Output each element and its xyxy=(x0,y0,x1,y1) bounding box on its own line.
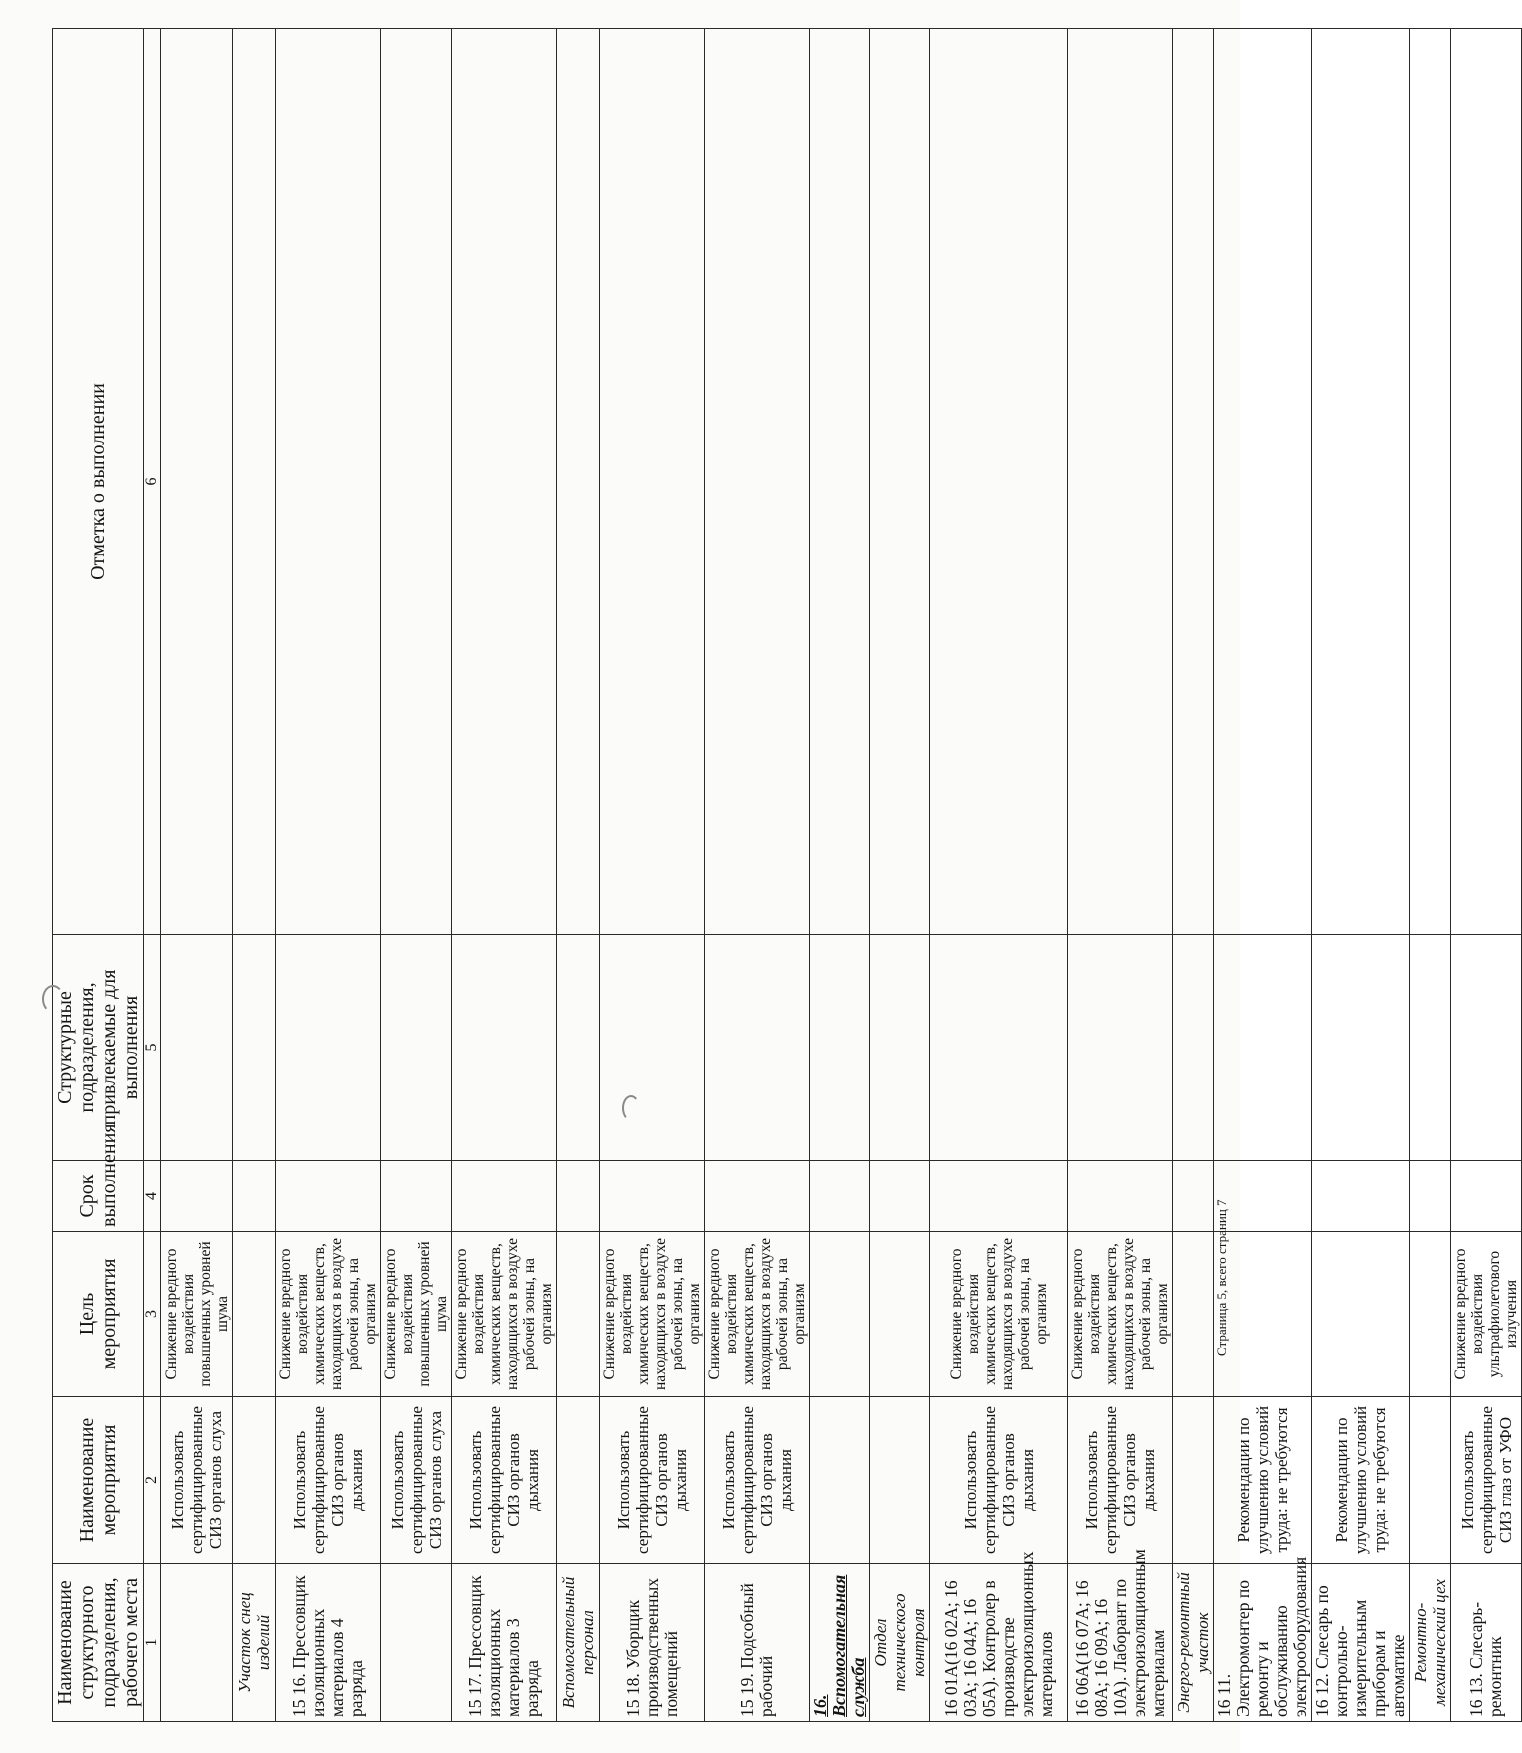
column-number: 4 xyxy=(144,1161,161,1232)
goal-cell: Снижение вредного воздействия химических веществ, находящихся в воздухе рабочей зоны, на организм xyxy=(600,1232,705,1397)
table-row xyxy=(452,29,557,1722)
table-row xyxy=(930,29,1068,1722)
header-col-1: Наименование структурного подразделения, рабочего места xyxy=(53,1564,144,1722)
hole-punch-mark-top xyxy=(42,985,64,1013)
goal-cell xyxy=(1312,1232,1410,1397)
empty-cell xyxy=(1173,29,1214,935)
header-col-3: Цель мероприятия xyxy=(53,1232,144,1397)
empty-cell xyxy=(870,1397,930,1564)
table-row xyxy=(557,29,600,1722)
page-footer: Страница 5, всего страниц 7 xyxy=(1214,1199,1229,1356)
empty-cell xyxy=(233,1161,276,1232)
measure-cell: Использовать сертифицированные СИЗ глаз от УФО xyxy=(1451,1397,1522,1564)
workplace-cell: 16 12. Слесарь по контрольно-измерительным приборам и автоматике xyxy=(1312,1564,1410,1722)
empty-cell xyxy=(810,29,870,935)
workplace-cell: 16 11. Электромонтер по ремонту и обслуживанию электрооборудования xyxy=(1214,1564,1312,1722)
hole-punch-mark-bottom xyxy=(622,1095,640,1121)
empty-cell xyxy=(870,1161,930,1232)
completion-mark-cell xyxy=(600,29,705,935)
table-row xyxy=(381,29,452,1722)
header-row xyxy=(53,29,144,1722)
measure-cell: Использовать сертифицированные СИЗ органов слуха xyxy=(381,1397,452,1564)
deadline-cell xyxy=(705,1161,810,1232)
measure-cell: Использовать сертифицированные СИЗ органов дыхания xyxy=(452,1397,557,1564)
section-heading: Энерго-ремонтный участок xyxy=(1173,1564,1214,1722)
table-row xyxy=(1068,29,1173,1722)
departments-cell xyxy=(1214,935,1312,1161)
completion-mark-cell xyxy=(1068,29,1173,935)
header-col-4: Срок выполнения xyxy=(53,1161,144,1232)
departments-cell xyxy=(1451,935,1522,1161)
table-row xyxy=(161,29,233,1722)
departments-cell xyxy=(1312,935,1410,1161)
departments-cell xyxy=(381,935,452,1161)
goal-cell: Снижение вредного воздействия химических веществ, находящихся в воздухе рабочей зоны, на организм xyxy=(1068,1232,1173,1397)
empty-cell xyxy=(1410,1397,1451,1564)
workplace-cell xyxy=(161,1564,233,1722)
section-heading-bold: 16. Вспомогательная служба xyxy=(810,1564,870,1722)
deadline-cell xyxy=(1312,1161,1410,1232)
empty-cell xyxy=(810,935,870,1161)
empty-cell xyxy=(233,1397,276,1564)
deadline-cell xyxy=(1068,1161,1173,1232)
workplace-cell: 15 16. Прессовщик изоляционных материалов 4 разряда xyxy=(276,1564,381,1722)
goal-cell: Снижение вредного воздействия ультрафиолетового излучения xyxy=(1451,1232,1522,1397)
empty-cell xyxy=(810,1161,870,1232)
section-heading: Вспомогательный персонал xyxy=(557,1564,600,1722)
workplace-cell: 15 17. Прессовщик изоляционных материалов 3 разряда xyxy=(452,1564,557,1722)
measure-cell: Использовать сертифицированные СИЗ органов дыхания xyxy=(705,1397,810,1564)
empty-cell xyxy=(870,29,930,935)
empty-cell xyxy=(557,1161,600,1232)
empty-cell xyxy=(1173,935,1214,1161)
table-row xyxy=(1312,29,1410,1722)
departments-cell xyxy=(930,935,1068,1161)
departments-cell xyxy=(452,935,557,1161)
departments-cell xyxy=(276,935,381,1161)
column-number: 6 xyxy=(144,29,161,935)
goal-cell: Снижение вредного воздействия химических веществ, находящихся в воздухе рабочей зоны, на организм xyxy=(930,1232,1068,1397)
measure-cell: Рекомендации по улучшению условий труда: не требуются xyxy=(1312,1397,1410,1564)
table-row xyxy=(705,29,810,1722)
table-row xyxy=(1410,29,1451,1722)
empty-cell xyxy=(1410,935,1451,1161)
departments-cell xyxy=(1068,935,1173,1161)
empty-cell xyxy=(557,935,600,1161)
workplace-cell: 16 13. Слесарь-ремонтник xyxy=(1451,1564,1522,1722)
empty-cell xyxy=(870,935,930,1161)
header-col-5: Структурные подразделения, привлекаемые для выполнения xyxy=(53,935,144,1161)
table-row xyxy=(600,29,705,1722)
measure-cell: Использовать сертифицированные СИЗ органов дыхания xyxy=(600,1397,705,1564)
section-heading: Ремонтно-механический цех xyxy=(1410,1564,1451,1722)
goal-cell: Снижение вредного воздействия химических веществ, находящихся в воздухе рабочей зоны, на организм xyxy=(276,1232,381,1397)
empty-cell xyxy=(1173,1161,1214,1232)
table-row xyxy=(810,29,870,1722)
empty-cell xyxy=(1410,29,1451,935)
deadline-cell xyxy=(452,1161,557,1232)
workplace-cell: 16 01А(16 02А; 16 03А; 16 04А; 16 05А). Контролер в производстве электроизоляционных материалов xyxy=(930,1564,1068,1722)
completion-mark-cell xyxy=(1214,29,1312,935)
empty-cell xyxy=(1410,1161,1451,1232)
completion-mark-cell xyxy=(705,29,810,935)
workplace-cell: 15 19. Подсобный рабочий xyxy=(705,1564,810,1722)
column-number: 3 xyxy=(144,1232,161,1397)
deadline-cell xyxy=(930,1161,1068,1232)
deadline-cell xyxy=(1451,1161,1522,1232)
table-row xyxy=(233,29,276,1722)
column-number-row xyxy=(144,29,161,1722)
measure-cell: Использовать сертифицированные СИЗ органов дыхания xyxy=(276,1397,381,1564)
empty-cell xyxy=(233,1232,276,1397)
empty-cell xyxy=(233,29,276,935)
completion-mark-cell xyxy=(1451,29,1522,935)
goal-cell: Снижение вредного воздействия химических веществ, находящихся в воздухе рабочей зоны, на организм xyxy=(452,1232,557,1397)
goal-cell: Снижение вредного воздействия химических веществ, находящихся в воздухе рабочей зоны, на организм xyxy=(705,1232,810,1397)
departments-cell xyxy=(705,935,810,1161)
table-body xyxy=(53,29,1522,1722)
goal-cell: Снижение вредного воздействия повышенных уровней шума xyxy=(381,1232,452,1397)
empty-cell xyxy=(810,1397,870,1564)
section-heading: Отдел технического контроля xyxy=(870,1564,930,1722)
section-heading: Участок снец изделий xyxy=(233,1564,276,1722)
deadline-cell xyxy=(276,1161,381,1232)
workplace-cell xyxy=(381,1564,452,1722)
deadline-cell xyxy=(161,1161,233,1232)
table-row xyxy=(1173,29,1214,1722)
deadline-cell xyxy=(381,1161,452,1232)
measures-table xyxy=(52,28,1522,1722)
empty-cell xyxy=(557,29,600,935)
table-row xyxy=(870,29,930,1722)
departments-cell xyxy=(161,935,233,1161)
completion-mark-cell xyxy=(452,29,557,935)
measure-cell: Использовать сертифицированные СИЗ органов дыхания xyxy=(1068,1397,1173,1564)
empty-cell xyxy=(557,1232,600,1397)
completion-mark-cell xyxy=(1312,29,1410,935)
completion-mark-cell xyxy=(161,29,233,935)
column-number: 5 xyxy=(144,935,161,1161)
workplace-cell: 15 18. Уборщик производственных помещений xyxy=(600,1564,705,1722)
column-number: 2 xyxy=(144,1397,161,1564)
goal-cell: Снижение вредного воздействия повышенных уровней шума xyxy=(161,1232,233,1397)
empty-cell xyxy=(1173,1397,1214,1564)
measure-cell: Использовать сертифицированные СИЗ органов слуха xyxy=(161,1397,233,1564)
empty-cell xyxy=(1173,1232,1214,1397)
deadline-cell xyxy=(600,1161,705,1232)
table-row xyxy=(276,29,381,1722)
measure-cell: Рекомендации по улучшению условий труда: не требуются xyxy=(1214,1397,1312,1564)
departments-cell xyxy=(600,935,705,1161)
completion-mark-cell xyxy=(276,29,381,935)
empty-cell xyxy=(810,1232,870,1397)
table-row xyxy=(1214,29,1312,1722)
empty-cell xyxy=(557,1397,600,1564)
measure-cell: Использовать сертифицированные СИЗ органов дыхания xyxy=(930,1397,1068,1564)
workplace-cell: 16 06А(16 07А; 16 08А; 16 09А; 16 10А). Лаборант по электроизоляционным материалам xyxy=(1068,1564,1173,1722)
header-col-6: Отметка о выполнении xyxy=(53,29,144,935)
empty-cell xyxy=(870,1232,930,1397)
completion-mark-cell xyxy=(930,29,1068,935)
completion-mark-cell xyxy=(381,29,452,935)
header-col-2: Наименование мероприятия xyxy=(53,1397,144,1564)
table-row xyxy=(1451,29,1522,1722)
column-number: 1 xyxy=(144,1564,161,1722)
empty-cell xyxy=(1410,1232,1451,1397)
empty-cell xyxy=(233,935,276,1161)
